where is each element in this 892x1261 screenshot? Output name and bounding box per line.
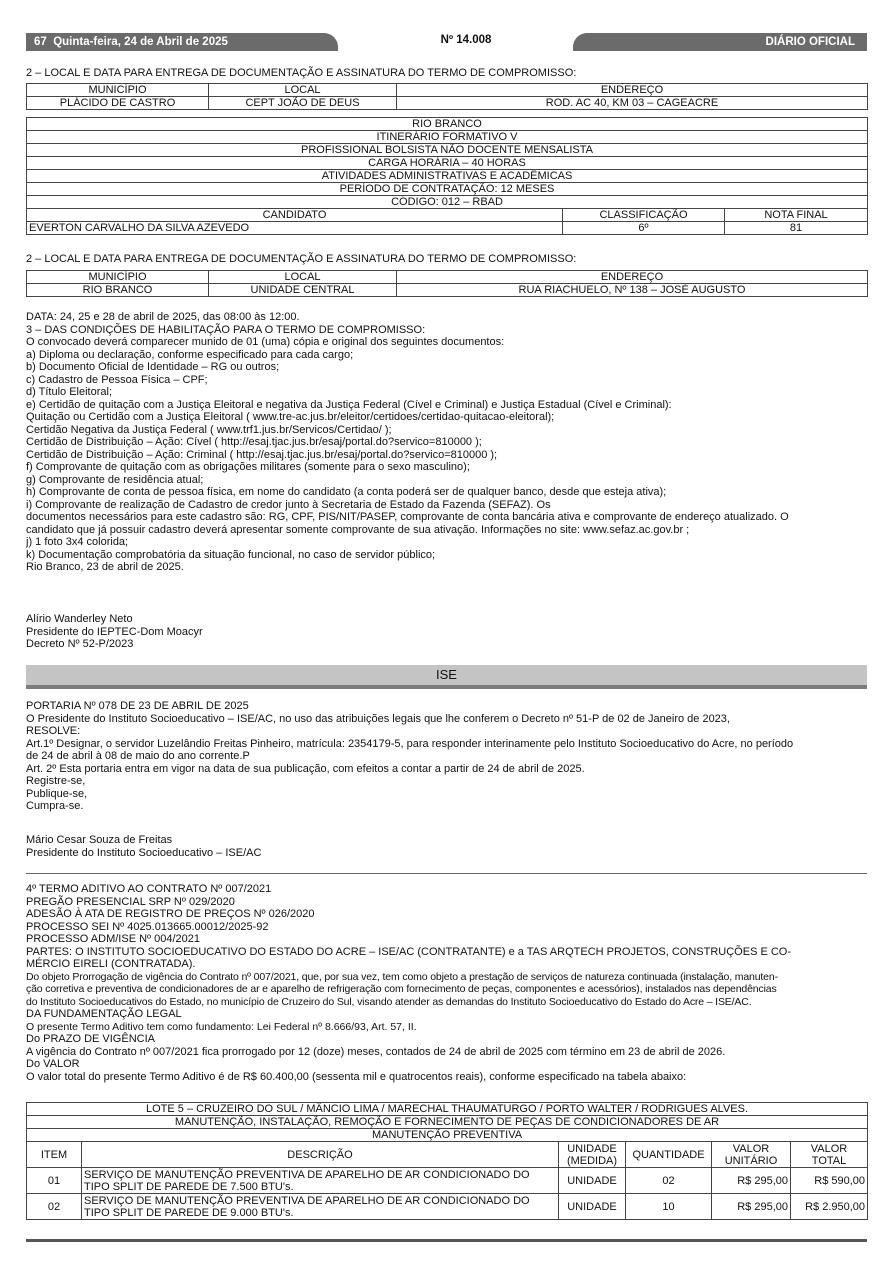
col-valor-unitario: VALOR UNITÁRIO xyxy=(712,1142,791,1168)
conditions-line: g) Comprovante de residência atual; xyxy=(26,473,204,486)
contract-line: PARTES: O INSTITUTO SOCIOEDUCATIVO DO ESTADO DO ACRE – ISE/AC (CONTRATANTE) e a TAS ARQTECH PROJETOS, CONSTRUÇÕES E CO- xyxy=(26,945,792,958)
cell-classificacao: 6º xyxy=(563,222,725,235)
col-unidade: UNIDADE (MEDIDA) xyxy=(559,1142,626,1168)
section2 xyxy=(26,253,867,266)
conditions-block xyxy=(26,311,867,574)
cell-descricao: SERVIÇO DE MANUTENÇÃO PREVENTIVA DE APARELHO DE AR CONDICIONADO DO TIPO SPLIT DE PAREDE DE 9.000 BTU's. xyxy=(82,1194,559,1220)
table-row xyxy=(27,222,868,235)
cell-endereco: RUA RIACHUELO, Nº 138 – JOSÉ AUGUSTO xyxy=(397,284,868,297)
col-endereco: ENDEREÇO xyxy=(397,84,868,97)
cell-descricao: SERVIÇO DE MANUTENÇÃO PREVENTIVA DE APARELHO DE AR CONDICIONADO DO TIPO SPLIT DE PAREDE DE 7.500 BTU's. xyxy=(82,1168,559,1194)
publication-name: DIÁRIO OFICIAL xyxy=(586,33,867,51)
header-date xyxy=(26,33,322,51)
cell-valor-total: R$ 590,00 xyxy=(791,1168,868,1194)
value-table-wrap xyxy=(26,1102,867,1220)
section2-heading: 2 – LOCAL E DATA PARA ENTREGA DE DOCUMENTAÇÃO E ASSINATURA DO TERMO DE COMPROMISSO: xyxy=(26,253,577,265)
lot-title: LOTE 5 – CRUZEIRO DO SUL / MÂNCIO LIMA / MARECHAL THAUMATURGO / PORTO WALTER / RODRIGUES ALVES. xyxy=(27,1103,868,1116)
col-local: LOCAL xyxy=(209,271,397,284)
conditions-line: a) Diploma ou declaração, conforme especificado para cada cargo; xyxy=(26,348,354,361)
cell-valor-total: R$ 2.950,00 xyxy=(791,1194,868,1220)
contract-line: PROCESSO SEI Nº 4025.013665.00012/2025-92 xyxy=(26,920,269,933)
conditions-line: b) Documento Oficial de Identidade – RG ou outros; xyxy=(26,361,280,373)
cell-quantidade: 10 xyxy=(626,1194,712,1220)
conditions-line: Quitação ou Certidão com a Justiça Eleitoral ( www.tre-ac.jus.br/eleitor/certidoes/certidao-quitacao-eleitoral); xyxy=(26,411,555,423)
signatory-name: Mário Cesar Souza de Freitas xyxy=(26,834,173,846)
ise-section-rule xyxy=(26,685,867,689)
edition-date: Quinta-feira, 24 de Abril de 2025 xyxy=(53,36,228,48)
cell-local: CEPT JOÃO DE DEUS xyxy=(209,97,397,110)
portaria-line: Cumpra-se. xyxy=(26,800,84,812)
col-municipio: MUNICÍPIO xyxy=(27,271,209,284)
section2-table-wrap xyxy=(26,270,867,297)
conditions-line: j) 1 foto 3x4 colorida; xyxy=(26,536,129,548)
conditions-line: candidato que já possuir cadastro deverá apresentar somente comprovante de sua ativação. Informações no site: www.sefaz.ac.gov.br ; xyxy=(26,523,690,536)
ise-signature xyxy=(26,834,867,859)
signatory-decree: Decreto Nº 52-P/2023 xyxy=(26,638,134,650)
contract-line: A vigência do Contrato nº 007/2021 fica prorrogado por 12 (doze) meses, contados de 24 de abril de 2025 com término em 23 de abril de 2026. xyxy=(26,1045,726,1058)
col-nota-final: NOTA FINAL xyxy=(725,209,868,222)
portaria-line: Publique-se, xyxy=(26,787,88,800)
ise-portaria xyxy=(26,700,867,813)
contract-line: Do VALOR xyxy=(26,1058,80,1070)
conditions-line: Certidão de Distribuição – Ação: Criminal ( http://esaj.tjac.jus.br/esaj/portal.do?servico=810000 ); xyxy=(26,448,498,461)
conditions-signature xyxy=(26,613,867,651)
section2-table xyxy=(26,270,868,297)
cell-quantidade: 02 xyxy=(626,1168,712,1194)
conditions-line: Certidão de Distribuição – Ação: Cível ( http://esaj.tjac.jus.br/esaj/portal.do?servico=810000 ); xyxy=(26,436,482,448)
conditions-line: Rio Branco, 23 de abril de 2025. xyxy=(26,561,184,573)
conditions-line: O convocado deverá comparecer munido de 01 (uma) cópia e original dos seguintes documentos: xyxy=(26,336,505,348)
cell-valor-unitario: R$ 295,00 xyxy=(712,1168,791,1194)
header-left-tab xyxy=(316,33,338,51)
cell-municipio: RIO BRANCO xyxy=(27,284,209,297)
contract-line: do Instituto Socioeducativos do Estado, no município de Cruzeiro do Sul, visando atender as demandas do Instituto Socioeducativo do Estado do Acre – ISE/AC. xyxy=(26,995,752,1008)
section-divider xyxy=(26,873,867,874)
conditions-line: k) Documentação comprobatória da situação funcional, no caso de servidor público; xyxy=(26,548,436,561)
conditions-line: c) Cadastro de Pessoa Física – CPF; xyxy=(26,373,208,386)
conditions-line: e) Certidão de quitação com a Justiça Eleitoral e negativa da Justiça Federal (Cível e Criminal) e Justiça Estadual (Cível e Criminal): xyxy=(26,398,672,411)
conditions-line: h) Comprovante de conta de pessoa física, em nome do candidato (a conta poderá ser de qualquer banco, desde que esteja ativa); xyxy=(26,486,667,498)
table-header-row xyxy=(27,271,868,284)
contract-block xyxy=(26,883,867,1083)
table-header-row xyxy=(27,84,868,97)
section1-table-wrap xyxy=(26,83,867,110)
vacancy-activities: ATIVIDADES ADMINISTRATIVAS E ACADÊMICAS xyxy=(27,170,868,183)
cell-endereco: ROD. AC 40, KM 03 – CAGEACRE xyxy=(397,97,868,110)
col-quantidade: QUANTIDADE xyxy=(626,1142,712,1168)
contract-line: O presente Termo Aditivo tem como fundamento: Lei Federal nº 8.666/93, Art. 57, II. xyxy=(26,1020,417,1033)
table-row xyxy=(27,284,868,297)
vacancy-period: PERÍODO DE CONTRATAÇÃO: 12 MESES xyxy=(27,183,868,196)
signatory-title: Presidente do Instituto Socioeducativo – ISE/AC xyxy=(26,846,262,859)
contract-line: DA FUNDAMENTAÇÃO LEGAL xyxy=(26,1008,182,1020)
table-row xyxy=(27,1194,868,1220)
contract-line: Do objeto Prorrogação de vigência do Contrato nº 007/2021, que, por sua vez, tem como objeto a prestação de serviços de natureza continuada (instalação, manuten- xyxy=(26,970,778,983)
cell-unidade: UNIDADE xyxy=(559,1168,626,1194)
page-header xyxy=(26,33,867,51)
vacancy-table-wrap xyxy=(26,117,867,235)
table-header-row xyxy=(27,1142,868,1168)
cell-candidato: EVERTON CARVALHO DA SILVA AZEVEDO xyxy=(27,222,563,235)
portaria-line: O Presidente do Instituto Socioeducativo – ISE/AC, no uso das atribuições legais que lhe conferem o Decreto nº 51-P de 02 de Janeiro de 2023, xyxy=(26,712,730,725)
conditions-line: documentos necessários para este cadastro são: RG, CPF, PIS/NIT/PASEP, comprovante de conta bancária ativa e comprovante de endereço atualizado. O xyxy=(26,511,789,523)
contract-line: Do PRAZO DE VIGÊNCIA xyxy=(26,1033,155,1045)
value-table xyxy=(26,1102,868,1220)
ise-section-title: ISE xyxy=(26,665,867,685)
section1 xyxy=(26,67,867,80)
vacancy-table xyxy=(26,117,868,235)
conditions-line: Certidão Negativa da Justiça Federal ( www.trf1.jus.br/Servicos/Certidao/ ); xyxy=(26,423,392,436)
table-header-row xyxy=(27,209,868,222)
col-valor-total: VALOR TOTAL xyxy=(791,1142,868,1168)
service-title: MANUTENÇÃO, INSTALAÇÃO, REMOÇÃO E FORNECIMENTO DE PEÇAS DE CONDICIONADORES DE AR xyxy=(27,1116,868,1129)
col-local: LOCAL xyxy=(209,84,397,97)
portaria-line: PORTARIA Nº 078 DE 23 DE ABRIL DE 2025 xyxy=(26,700,249,712)
col-candidato: CANDIDATO xyxy=(27,209,563,222)
edition-number: Nº 14.008 xyxy=(440,34,492,46)
signatory-title: Presidente do IEPTEC-Dom Moacyr xyxy=(26,625,203,638)
portaria-line: Art.1º Designar, o servidor Luzelândio Freitas Pinheiro, matrícula: 2354179-5, para responder interinamente pelo Instituto Socioeducativo do Acre, no período xyxy=(26,737,794,750)
contract-line: MÉRCIO EIRELI (CONTRATADA). xyxy=(26,958,196,970)
portaria-line: de 24 de abril à 08 de maio do ano corrente.P xyxy=(26,750,250,762)
cell-nota-final: 81 xyxy=(725,222,868,235)
conditions-line: d) Título Eleitoral; xyxy=(26,386,113,398)
col-municipio: MUNICÍPIO xyxy=(27,84,209,97)
contract-line: PROCESSO ADM/ISE Nº 004/2021 xyxy=(26,933,200,945)
cell-unidade: UNIDADE xyxy=(559,1194,626,1220)
table-row xyxy=(27,1168,868,1194)
section1-table xyxy=(26,83,868,110)
col-item: ITEM xyxy=(27,1142,82,1168)
contract-line: ADESÃO À ATA DE REGISTRO DE PREÇOS Nº 026/2020 xyxy=(26,908,315,920)
contract-line: O valor total do presente Termo Aditivo é de R$ 60.400,00 (sessenta mil e quatrocentos reais), conforme especificado na tabela abaixo: xyxy=(26,1070,687,1083)
vacancy-city: RIO BRANCO xyxy=(27,118,868,131)
service-subtitle: MANUTENÇÃO PREVENTIVA xyxy=(27,1129,868,1142)
table-row xyxy=(27,97,868,110)
cell-item: 02 xyxy=(27,1194,82,1220)
cell-local: UNIDADE CENTRAL xyxy=(209,284,397,297)
vacancy-code: CÓDIGO: 012 – RBAD xyxy=(27,196,868,209)
contract-line: ção corretiva e preventiva de condicionadores de ar e aparelho de refrigeração com fornecimento de peças, componentes e acessórios), instalados nas dependências xyxy=(26,983,777,995)
section1-heading: 2 – LOCAL E DATA PARA ENTREGA DE DOCUMENTAÇÃO E ASSINATURA DO TERMO DE COMPROMISSO: xyxy=(26,67,577,79)
signatory-name: Alírio Wanderley Neto xyxy=(26,613,133,625)
page-bottom-rule xyxy=(26,1239,867,1242)
contract-line: 4º TERMO ADITIVO AO CONTRATO Nº 007/2021 xyxy=(26,883,272,895)
vacancy-hours: CARGA HORÁRIA – 40 HORAS xyxy=(27,157,868,170)
conditions-line: DATA: 24, 25 e 28 de abril de 2025, das 08:00 às 12:00. xyxy=(26,311,300,323)
conditions-line: i) Comprovante de realização de Cadastro de credor junto à Secretaria de Estado da Fazenda (SEFAZ). Os xyxy=(26,498,551,511)
portaria-line: Registre-se, xyxy=(26,775,86,787)
col-endereco: ENDEREÇO xyxy=(397,271,868,284)
conditions-line: 3 – DAS CONDIÇÕES DE HABILITAÇÃO PARA O TERMO DE COMPROMISSO: xyxy=(26,323,426,336)
cell-valor-unitario: R$ 295,00 xyxy=(712,1194,791,1220)
cell-item: 01 xyxy=(27,1168,82,1194)
contract-line: PREGÃO PRESENCIAL SRP Nº 029/2020 xyxy=(26,895,235,908)
cell-municipio: PLÁCIDO DE CASTRO xyxy=(27,97,209,110)
vacancy-itinerary: ITINERÁRIO FORMATIVO V xyxy=(27,131,868,144)
page-number: 67 xyxy=(34,36,47,48)
portaria-line: Art. 2º Esta portaria entra em vigor na data de sua publicação, com efeitos a contar a partir de 24 de abril de 2025. xyxy=(26,762,585,775)
col-classificacao: CLASSIFICAÇÃO xyxy=(563,209,725,222)
conditions-line: f) Comprovante de quitação com as obrigações militares (somente para o sexo masculino); xyxy=(26,461,470,473)
portaria-line: RESOLVE: xyxy=(26,725,81,737)
vacancy-role: PROFISSIONAL BOLSISTA NÃO DOCENTE MENSALISTA xyxy=(27,144,868,157)
col-descricao: DESCRIÇÃO xyxy=(82,1142,559,1168)
